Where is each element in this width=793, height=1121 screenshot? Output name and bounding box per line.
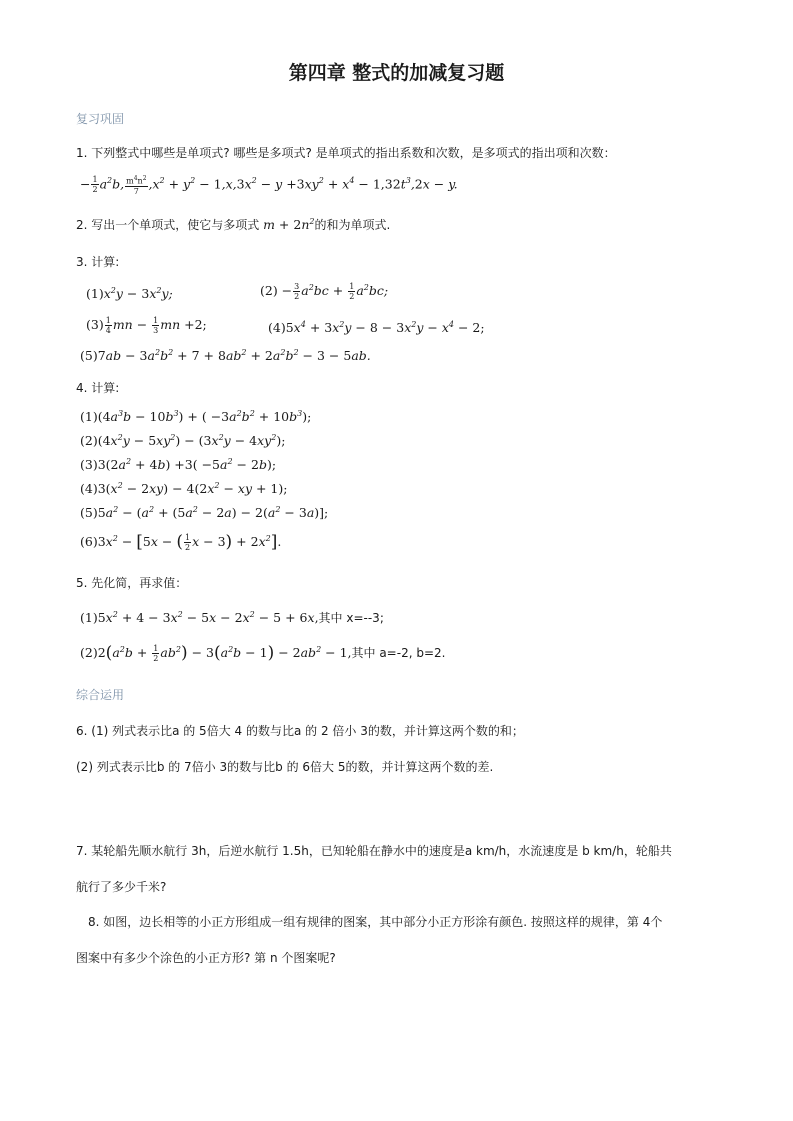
question-1-text: 1. 下列整式中哪些是单项式? 哪些是多项式? 是单项式的指出系数和次数，是多项式的指出项和次数： [76,146,616,160]
question-5-text: 5. 先化简，再求值： [76,576,188,590]
question-7-line-1: 7. 某轮船先顺水航行 3h，后逆水航行 1.5h，已知轮船在静水中的速度是a km/h，水流速度是 b km/h，轮船共 [76,844,672,858]
question-3-item-3: (3) $\frac{1}{4}$ mn − $\frac{1}{3}$ mn +2; [86,316,207,335]
question-4-item-5: $(5)5a^2 - (a^2 + (5a^2 - 2a) - 2(a^2 - 3a)]$; [80,505,329,521]
question-3-item-4: $(4)5x^4 + 3x^2y - 8 - 3x^2y - x^4 - 2$; [268,320,485,336]
question-3-item-5: $(5)7ab - 3a^2b^2 + 7 + 8ab^2 + 2a^2b^2 - 3 - 5ab$. [80,348,371,364]
question-3-item-2: (2) − $\frac{3}{2}$ $a^2bc$ + $\frac{1}{2}$ $a^2bc$; [260,282,389,301]
question-4-item-3: $(3)3(2a^2 + 4b) +3( -5a^2 - 2b)$; [80,457,277,473]
question-1-expression: − $\frac{1}{2}$ $a^2b$, $\frac{m^4n^2}{7}$ $,x^2 + y^2 - 1,x,3x^2 - y +3xy^2 + x^4 - 1,32t^3,2x - y$. [80,175,458,196]
question-5-item-2: $(2)2(a^2b$ + $\frac{1}{2}$ $ab^2) - 3(a^2b - 1) - 2ab^2 - 1$,其中 a=-2, b=2. [80,643,446,663]
question-4-text: 4. 计算: [76,381,120,395]
question-2-text: 2. 写出一个单项式，使它与多项式 $m + 2n^2$的和为单项式. [76,216,391,232]
question-4-item-1: $(1)(4a^3b - 10b^3)$ + ( $-3a^2b^2 + 10b^3$); [80,409,312,425]
question-3-item-1: $(1)x^2y - 3x^2y$; [86,286,173,302]
question-7-line-2: 航行了多少千米? [76,880,167,894]
question-6-line-2: (2) 列式表示比b 的 7倍小 3的数与比b 的 6倍大 5的数，并计算这两个数的差. [76,760,494,774]
section-comprehensive-heading: 综合运用 [76,688,125,702]
question-6-line-1: 6. (1) 列式表示比a 的 5倍大 4 的数与比a 的 2 倍小 3的数，并计算这两个数的和； [76,724,524,738]
question-3-text: 3. 计算: [76,255,120,269]
question-4-item-2: $(2)(4x^2y - 5xy^2) - (3x^2y - 4xy^2)$; [80,433,286,449]
question-8-line-1: 8. 如图，边长相等的小正方形组成一组有规律的图案，其中部分小正方形涂有颜色. 按照这样的规律，第 4个 [88,915,663,929]
question-8-line-2: 图案中有多少个涂色的小正方形? 第 n 个图案呢? [76,951,336,965]
page-title: 第四章 整式的加减复习题 [288,62,505,84]
section-review-heading: 复习巩固 [76,112,125,126]
question-5-item-1: $(1)5x^2 + 4 - 3x^2 - 5x - 2x^2 - 5 + 6x$,其中 x=--3; [80,609,384,625]
question-4-item-4: $(4)3(x^2 - 2xy) - 4(2x^2$ − xy + 1); [80,481,288,497]
question-4-item-6: $(6)3x^2 - [5x$ − ( $\frac{1}{2}$ $x - 3) + 2x^2$]. [80,532,282,552]
